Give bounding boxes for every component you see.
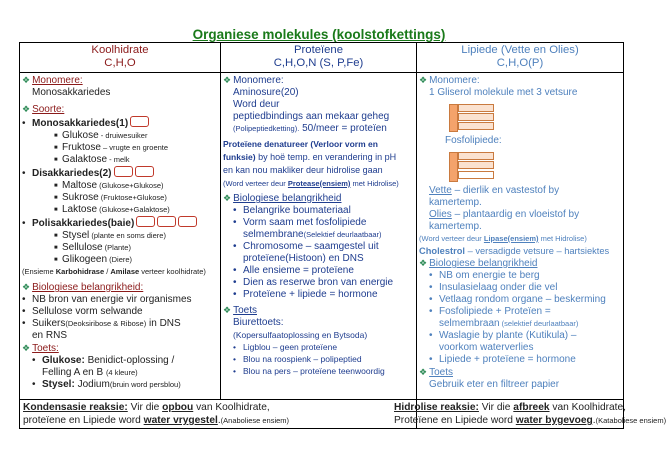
prot-desc: Word deur [233,99,280,110]
oils-label: Olies [429,209,452,220]
carb-formula: C,H,O [104,57,136,69]
prot-bio-item-cont: proteïene(Histoon) en DNS [243,253,364,264]
prot-desc: (Polipeptiedketting). [233,124,300,133]
maltose-note: (Glukose+Glukose) [97,181,164,190]
prot-bio-heading: Biologiese belangrikheid [233,193,342,204]
lip-formula: C,H,O(P) [496,57,544,69]
fruktose-note: – vrugte en groente [100,143,169,152]
star-icon: ❖ [223,193,232,203]
lip-bio-item: Insulasielaag onder die vel [439,282,558,293]
glukose: Glukose [62,130,99,141]
molecules-table [19,42,666,429]
prot-monomer-heading: Monomere: [233,75,284,86]
carb-bio-item-cont: en RNS [32,330,68,341]
content-row [20,73,624,400]
phospholipid-diagram [449,150,505,182]
prot-bio-item: Dien as reserwe bron van energie [243,277,394,288]
biuret-result: Blou na pers – proteïene teenwoordig [243,366,385,376]
hexagon-icon [136,216,155,227]
star-icon: ❖ [419,75,428,85]
prot-bio-item: Alle ensieme = proteïene [243,265,354,276]
galaktose-note: - melk [107,155,130,164]
fruktose: Fruktose [62,142,101,153]
hexagon-icon [130,116,149,127]
carb-monomer-value: Monosakkariedes [32,87,111,98]
biuret-result: Ligblou – geen proteïene [243,342,338,352]
prot-name: Proteïene [294,44,343,56]
star-icon: ❖ [223,75,232,85]
carb-column: ❖ Monomere: Monosakkariedes ❖ Soorte: • Monosakkariedes(1) ■ Glukose - druiwesuiker ■ Fruktose – vrugte en groente ■ Galaktose - melk • Disakkariedes(2) ■ Maltose (Glukose+Glukose) ■ Sukrose (Fruktose+Glukose) ■ Laktose (Glukose+Galaktose) • Polisakkariedes(baie) ■ Stysel (plante en soms diere) ■ Sellulose (Plante) ■ Glikogeen (Diere) (Ensieme Karbohidrase / Amilase verteer koolhidrate) ❖ Biologiese belangrikheid: • NB bron van energie vir organismes • Sellulose vorm selwande • Suikers(Deoksiribose & Ribose) in DNS en RNS ❖ Toets: • Glukose: Benidict-oplossing / Felling A en B (4 kleure) • Stysel: Jodium(bruin word persblou) [20,73,221,400]
laktose: Laktose [62,204,98,215]
carb-bio-item: NB bron van energie vir organismes [32,294,192,305]
carb-bio-item: Suikers [32,318,66,329]
prot-bio-item: Proteïene + lipiede = hormone [243,289,378,300]
stysel-test: Stysel: [42,379,78,390]
carb-test-heading: Toets: [32,343,59,354]
star-icon: ❖ [223,305,232,315]
lip-bio-item-cont: voorkom waterverlies [439,342,534,353]
carb-bio-heading: Biologiese belangrikheid: [32,282,144,293]
fats-label: Vette [429,185,452,196]
stysel: Stysel [62,230,90,241]
lip-bio-item: Vetlaag rondom organe – beskerming [439,294,606,305]
sukrose: Sukrose [62,192,99,203]
triglyceride-diagram [449,102,505,132]
carb-enzyme-note: (Ensieme Karbohidrase / Amilase verteer koolhidrate) [22,267,206,276]
glikogeen-note: (Diere) [107,255,133,264]
galaktose: Galaktose [62,154,108,165]
star-icon: ❖ [22,75,31,85]
lip-enzyme-note: (Word verteer deur Lipase(ensiem) met Hidrolise) [419,234,587,243]
cholesterol-note: Cholestrol [419,246,465,256]
lip-test-desc: Gebruik eter en filtreer papier [429,379,560,390]
condensation-note: Kondensasie reaksie: Vir die opbou van Koolhidrate, proteïene en Lipiede word water vrygestel.(Anaboliese ensiem) [20,400,417,429]
lip-bio-item: Fosfolipiede + Proteïen = [439,306,551,317]
prot-bio-item: Chromosome – saamgestel uit [243,241,379,252]
di-heading: Disakkariedes(2) [32,168,112,179]
hydrolysis-note: Hidrolise reaksie: Vir die afbreek van Koolhidrate, Proteïene en Lipiede word water bygevoeg.(Kataboliese ensiem) [417,400,624,429]
sellulose: Sellulose [62,242,103,253]
biuret-result: Blou na roospienk – polipeptied [243,354,362,364]
poli-heading: Polisakkariedes(baie) [32,218,135,229]
hexagon-icon [178,216,197,227]
hexagon-icon [114,166,133,177]
lip-bio-item: NB om energie te berg [439,270,540,281]
hexagon-icon [157,216,176,227]
stysel-note: (plante en soms diere) [89,231,166,240]
biuret-test: Biurettoets: [233,317,284,328]
laktose-note: (Glukose+Galaktose) [97,205,170,214]
page-title: Organiese molekules (koolstofkettings) [192,27,446,42]
denature-note: Proteïene denatureer [223,139,309,149]
prot-column: ❖ Monomere: Aminosure(20) Word deur peptiedbindings aan mekaar geheg (Polipeptiedketting). 50/meer = proteïen Proteïene denatureer (Verloor vorm en funksie) by hoë temp. en verandering in pH en kan nou makliker deur hidrolise gaan (Word verteer deur Protease(ensiem) met Hidrolise) ❖ Biologiese belangrikheid • Belangrike boumateriaal • Vorm saam met fosfolipiede selmembrane(Selektief deurlaatbaar) • Chromosome – saamgestel uit proteïene(Histoon) en DNS • Alle ensieme = proteïene • Dien as reserwe bron van energie • Proteïene + lipiede = hormone ❖ Toets Biurettoets: (Kopersulfaatoplossing en Bytsoda) • Ligblou – geen proteïene • Blou na roospienk – polipeptied • Blou na pers – proteïene teenwoordig [221,73,417,400]
column-header-row [20,43,624,73]
lip-bio-item: Lipiede + proteïene = hormone [439,354,576,365]
carb-header [20,43,221,73]
star-icon: ❖ [419,258,428,268]
glukose-test-cont: Felling A en B [42,367,106,378]
star-icon: ❖ [419,367,428,377]
carb-monomer-heading: Monomere: [32,75,83,86]
prot-header [221,43,417,73]
prot-enzyme-note: (Word verteer deur Protease(ensiem) met Hidrolise) [223,179,399,188]
glukose-note: - druiwesuiker [98,131,148,140]
star-icon: ❖ [22,343,31,353]
lip-test-heading: Toets [429,367,453,378]
glikogeen: Glikogeen [62,254,108,265]
star-icon: ❖ [22,282,31,292]
fats-desc: kamertemp. [429,197,482,208]
lip-bio-heading: Biologiese belangrikheid [429,258,538,269]
maltose: Maltose [62,180,98,191]
prot-formula: C,H,O,N (S, P,Fe) [273,57,364,69]
lip-monomer-heading: Monomere: [429,75,480,86]
carb-types-heading: Soorte: [32,104,65,115]
prot-bio-item-cont: selmembrane [243,229,304,240]
sukrose-note: (Fruktose+Glukose) [98,193,167,202]
lip-column: ❖ Monomere: 1 Gliserol molekule met 3 vetsure Fosfolipiede: Vette – dierlik en vastestof by kamertemp. Olies – plantaardig en vloeistof by kamertemp. (Word verteer deur Lipase(ensiem) met Hidrolise) Cholestrol – versadigde vetsure – hartsiektes ❖ Biologiese belangrikheid • NB om energie te berg • Insulasielaag onder die vel • Vetlaag rondom organe – beskerming • Fosfolipiede + Proteïen = selmembraan (selektief deurlaatbaar) • Waslagie by plante (Kutikula) – voorkom waterverlies • Lipiede + proteïene = hormone ❖ Toets Gebruik eter en filtreer papier [417,73,624,400]
prot-bio-item: Vorm saam met fosfolipiede [243,217,367,228]
carb-bio-item: Sellulose vorm selwande [32,306,143,317]
carb-name: Koolhidrate [91,44,149,56]
lip-header [417,43,624,73]
star-icon: ❖ [22,104,31,114]
lip-monomer-value: 1 Gliserol molekule met 3 vetsure [429,87,578,98]
oils-desc: kamertemp. [429,221,482,232]
lip-bio-item-cont: selmembraan [439,318,500,329]
prot-desc: peptiedbindings aan mekaar geheg [233,111,390,122]
prot-test-heading: Toets [233,305,257,316]
lip-name: Lipiede (Vette en Olies) [461,44,579,56]
prot-bio-item: Belangrike boumateriaal [243,205,351,216]
biuret-reagents: (Kopersulfaatoplossing en Bytsoda) [233,330,368,340]
lip-bio-item: Waslagie by plante (Kutikula) – [439,330,577,341]
mono-heading: Monosakkariedes(1) [32,118,129,129]
sellulose-note: (Plante) [102,243,131,252]
amino-acids: Aminosure [233,87,281,98]
denature-note-cont: en kan nou makliker deur hidrolise gaan [223,165,383,175]
footer-row [20,400,624,429]
phospholipid-heading: Fosfolipiede: [445,135,502,146]
hexagon-icon [135,166,154,177]
glukose-test: Glukose: [42,355,88,366]
